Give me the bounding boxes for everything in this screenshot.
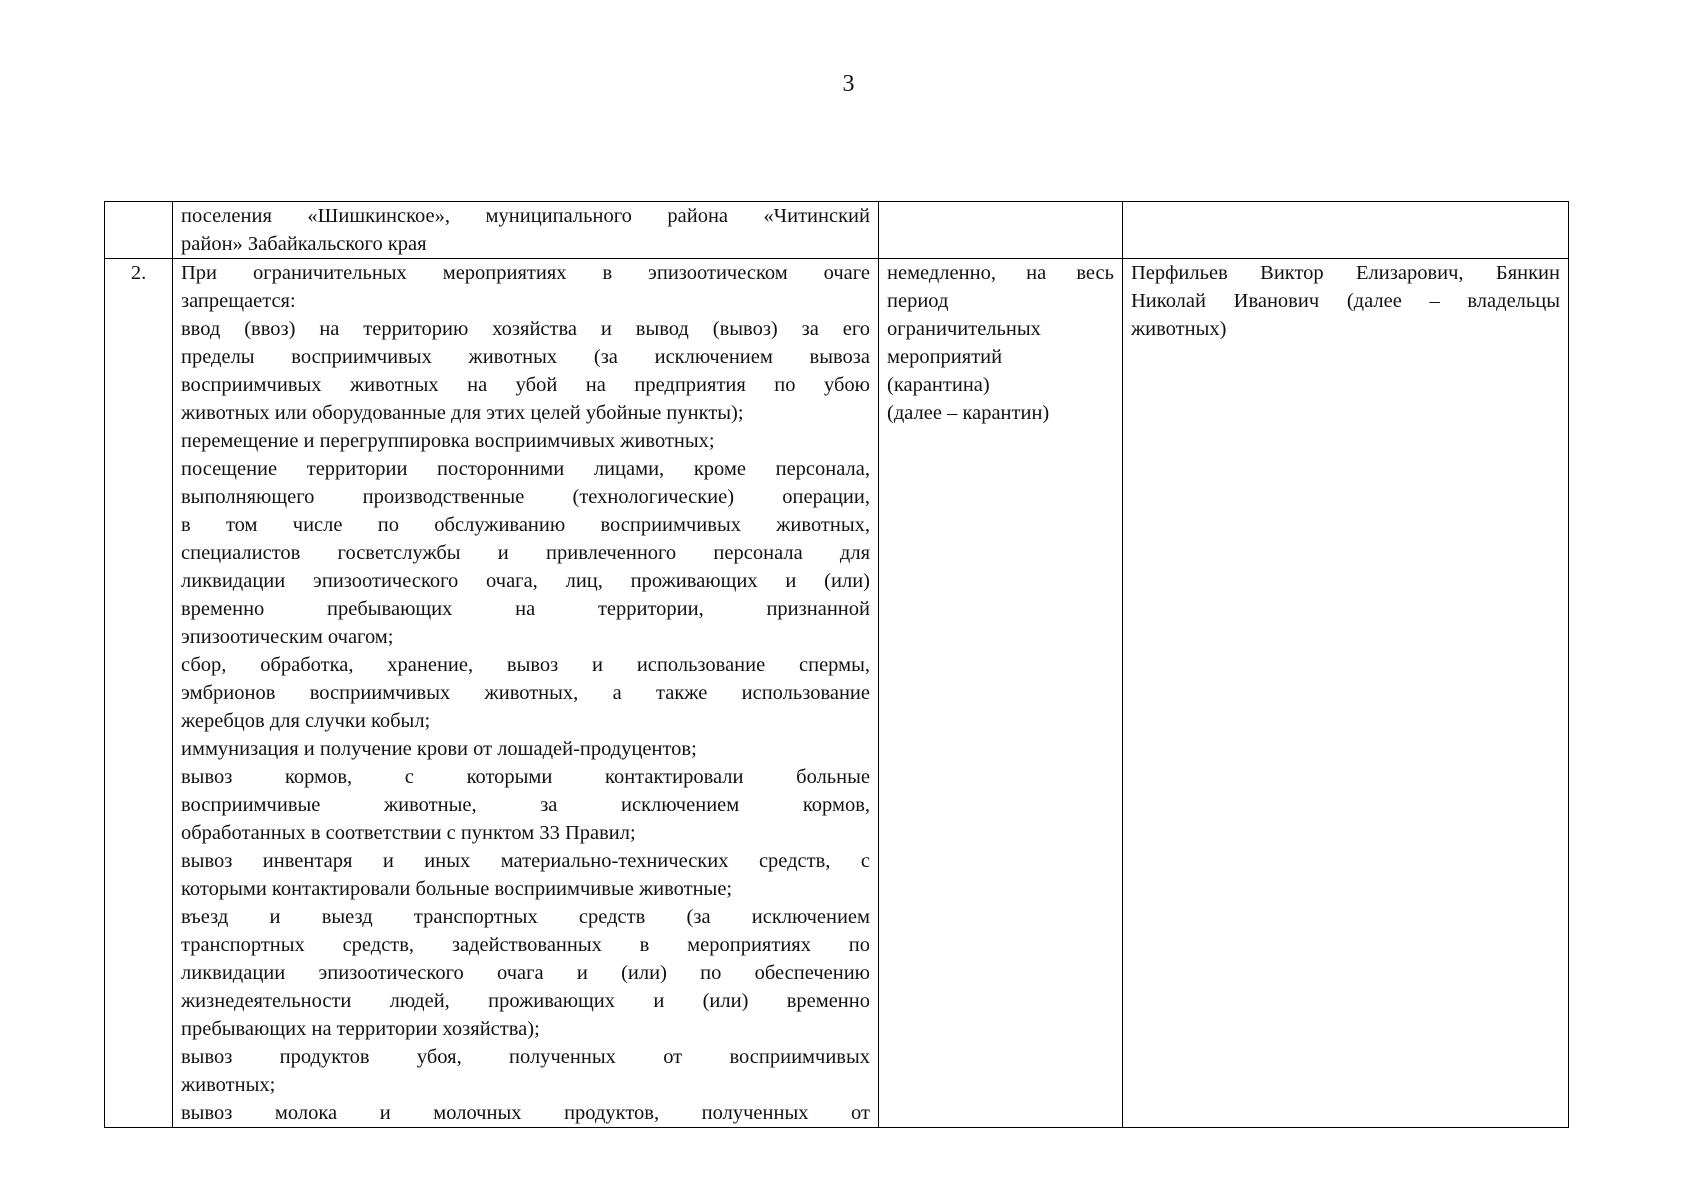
page-number: 3 [842, 71, 855, 97]
term-line: (карантина) [887, 374, 990, 396]
term-line: период [887, 290, 949, 312]
measure-line: иммунизация и получение крови от лошадей-продуцентов; [181, 738, 697, 760]
measure-line: вывоз кормов, с которыми контактировали больные [181, 766, 870, 788]
cell-responsible [1123, 202, 1569, 259]
measure-line: ликвидации эпизоотического очага и (или) по обеспечению [181, 962, 870, 984]
measure-line: животных; [181, 1074, 276, 1096]
term-line: ограничительных [887, 318, 1041, 340]
measure-line: посещение территории посторонними лицами, кроме персонала, [181, 458, 870, 480]
measure-line: ликвидации эпизоотического очага, лиц, проживающих и (или) [181, 570, 870, 592]
measure-line: обработанных в соответствии с пунктом 33 Правил; [181, 822, 636, 844]
measure-line: временно пребывающих на территории, признанной [181, 598, 870, 620]
measure-line: жеребцов для случки кобыл; [181, 710, 431, 732]
measure-line: ввод (ввоз) на территорию хозяйства и вывод (вывоз) за его [181, 318, 870, 340]
measure-line: вывоз продуктов убоя, полученных от восприимчивых [181, 1046, 870, 1068]
measure-line: сбор, обработка, хранение, вывоз и использование спермы, [181, 654, 870, 676]
measure-line: жизнедеятельности людей, проживающих и (или) временно [181, 990, 870, 1012]
measure-line: вывоз инвентаря и иных материально-технических средств, с [181, 850, 870, 872]
measure-line: выполняющего производственные (технологические) операции, [181, 486, 870, 508]
measure-line: перемещение и перегруппировка восприимчивых животных; [181, 430, 715, 452]
term-line: мероприятий [887, 346, 1003, 368]
measure-line: район» Забайкальского края [181, 233, 427, 255]
term-line: немедленно, на весь [887, 262, 1114, 284]
measure-line: восприимчивые животные, за исключением кормов, [181, 794, 870, 816]
measure-line: пребывающих на территории хозяйства); [181, 1018, 540, 1040]
table-row-continuation [105, 202, 1569, 259]
cell-number: 2. [105, 259, 173, 1128]
responsible-line: животных) [1131, 318, 1227, 340]
measure-line: эмбрионов восприимчивых животных, а также использование [181, 682, 870, 704]
measure-line: вывоз молока и молочных продуктов, полученных от [181, 1102, 870, 1124]
measure-line: запрещается: [181, 290, 296, 312]
measure-line: в том числе по обслуживанию восприимчивых животных, [181, 514, 870, 536]
measure-line: специалистов госветслужбы и привлеченного персонала для [181, 542, 870, 564]
measure-line: животных или оборудованные для этих целей убойные пункты); [181, 402, 744, 424]
cell-measure [173, 202, 879, 259]
cell-term [879, 202, 1123, 259]
cell-responsible [1123, 259, 1569, 1128]
responsible-line: Перфильев Виктор Елизарович, Бянкин [1131, 262, 1560, 284]
measure-line: При ограничительных мероприятиях в эпизоотическом очаге [181, 262, 870, 284]
table-row-2 [105, 259, 1569, 1128]
measure-line: эпизоотическим очагом; [181, 626, 394, 648]
measure-line: поселения «Шишкинское», муниципального района «Читинский [181, 205, 870, 227]
measure-line: пределы восприимчивых животных (за исключением вывоза [181, 346, 870, 368]
measure-line: которыми контактировали больные восприимчивые животные; [181, 878, 733, 900]
cell-number [105, 202, 173, 259]
term-line: (далее – карантин) [887, 402, 1050, 424]
measure-line: въезд и выезд транспортных средств (за исключением [181, 906, 870, 928]
cell-term [879, 259, 1123, 1128]
measure-line: восприимчивых животных на убой на предприятия по убою [181, 374, 870, 396]
measures-table [104, 201, 1569, 1128]
measure-line: транспортных средств, задействованных в мероприятиях по [181, 934, 870, 956]
cell-measure [173, 259, 879, 1128]
responsible-line: Николай Иванович (далее – владельцы [1131, 290, 1560, 312]
